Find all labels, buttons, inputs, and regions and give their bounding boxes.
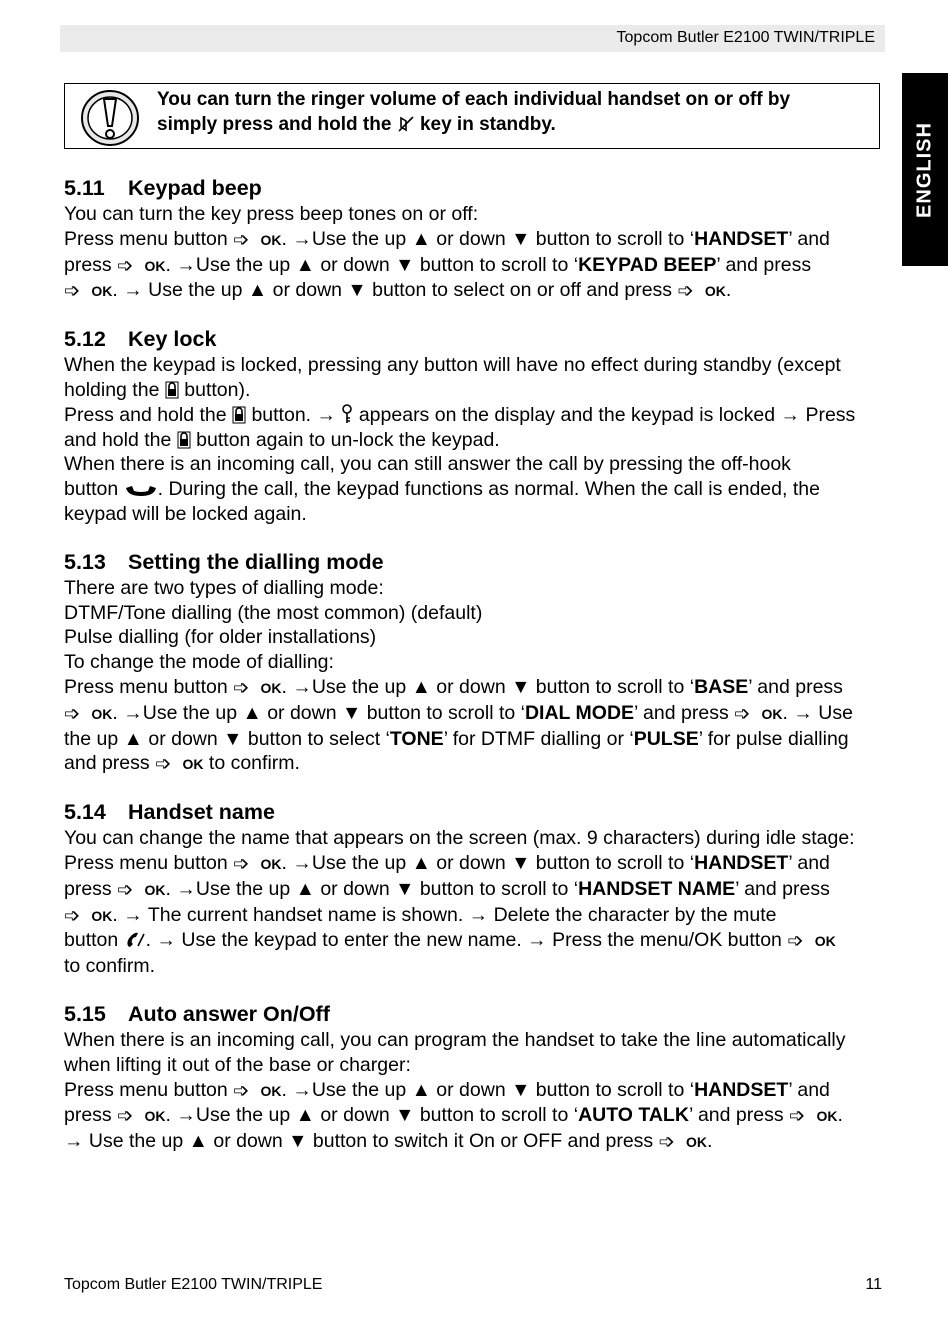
paragraph: DTMF/Tone dialling (the most common) (default) bbox=[64, 601, 483, 624]
menu-button-icon: ➩ bbox=[117, 878, 134, 901]
menu-button-icon: ➩ bbox=[658, 1131, 675, 1154]
page-number: 11 bbox=[865, 1276, 882, 1293]
note-line-2a: simply press and hold the bbox=[157, 114, 392, 135]
instruction-line: ➩ OK. →Use the up ▲ or down ▼ button to scroll to ‘DIAL MODE’ and press ➩ OK. → Use bbox=[64, 701, 853, 725]
paragraph: You can change the name that appears on the screen (max. 9 characters) during idle stage: bbox=[64, 827, 855, 850]
lock-key-icon bbox=[165, 381, 179, 399]
paragraph: keypad will be locked again. bbox=[64, 502, 307, 525]
paragraph: button . During the call, the keypad functions as normal. When the call is ended, the bbox=[64, 478, 820, 501]
exclamation-icon bbox=[79, 88, 141, 148]
paragraph: and hold the button again to un-lock the keypad. bbox=[64, 428, 500, 451]
section-key-lock bbox=[64, 325, 886, 527]
section-auto-answer bbox=[64, 1000, 886, 1155]
paragraph: Press and hold the button. → appears on the display and the keypad is locked → Press bbox=[64, 403, 856, 426]
section-heading: 5.14 Handset name bbox=[64, 800, 275, 825]
section-heading: 5.11 Keypad beep bbox=[64, 176, 262, 200]
instruction-line: button . → Use the keypad to enter the new name. → Press the menu/OK button ➩ OK bbox=[64, 929, 836, 953]
note-line-1: You can turn the ringer volume of each individual handset on or off by bbox=[157, 89, 791, 110]
lock-key-icon bbox=[177, 431, 191, 449]
paragraph: When there is an incoming call, you can still answer the call by pressing the off-hook bbox=[64, 453, 791, 476]
paragraph: To change the mode of dialling: bbox=[64, 651, 334, 674]
footer-product: Topcom Butler E2100 TWIN/TRIPLE bbox=[64, 1276, 323, 1293]
section-handset-name bbox=[64, 798, 886, 979]
lock-key-icon bbox=[232, 406, 246, 424]
page-content bbox=[64, 174, 886, 1176]
note-box bbox=[64, 83, 880, 149]
section-keypad-beep bbox=[64, 174, 886, 304]
instruction-line: press ➩ OK. →Use the up ▲ or down ▼ button to scroll to ‘HANDSET NAME’ and press bbox=[64, 877, 830, 901]
instruction-line: → Use the up ▲ or down ▼ button to switch it On or OFF and press ➩ OK. bbox=[64, 1130, 713, 1154]
paragraph: You can turn the key press beep tones on or off: bbox=[64, 203, 479, 225]
menu-button-icon: ➩ bbox=[155, 753, 172, 776]
paragraph: Pulse dialling (for older installations) bbox=[64, 626, 377, 649]
menu-button-icon: ➩ bbox=[233, 676, 250, 699]
language-tab-label: ENGLISH bbox=[913, 121, 936, 218]
menu-button-icon: ➩ bbox=[787, 930, 804, 953]
section-dialling-mode bbox=[64, 548, 886, 777]
menu-button-icon: ➩ bbox=[233, 852, 250, 875]
menu-button-icon: ➩ bbox=[117, 1105, 134, 1128]
ringer-off-icon bbox=[397, 115, 415, 133]
paragraph: holding the button). bbox=[64, 378, 251, 401]
off-hook-icon bbox=[124, 484, 158, 498]
instruction-line: to confirm. bbox=[64, 955, 156, 978]
mute-icon bbox=[124, 931, 146, 949]
section-heading: 5.12 Key lock bbox=[64, 327, 217, 352]
instruction-line: the up ▲ or down ▼ button to select ‘TONE’ for DTMF dialling or ‘PULSE’ for pulse dialling bbox=[64, 727, 849, 750]
menu-button-icon: ➩ bbox=[734, 702, 751, 725]
paragraph: There are two types of dialling mode: bbox=[64, 576, 384, 599]
menu-button-icon: ➩ bbox=[64, 702, 81, 725]
instruction-line: Press menu button ➩ OK. →Use the up ▲ or down ▼ button to scroll to ‘BASE’ and press bbox=[64, 675, 843, 699]
menu-button-icon: ➩ bbox=[117, 254, 134, 277]
instruction-line: and press ➩ OK to confirm. bbox=[64, 752, 300, 776]
menu-button-icon: ➩ bbox=[64, 904, 81, 927]
instruction-line: Press menu button ➩ OK. →Use the up ▲ or down ▼ button to scroll to ‘HANDSET’ and bbox=[64, 1078, 830, 1102]
menu-button-icon: ➩ bbox=[233, 228, 250, 251]
instruction-line: ➩ OK. → The current handset name is shown. → Delete the character by the mute bbox=[64, 903, 777, 927]
instruction-line: press ➩ OK. →Use the up ▲ or down ▼ button to scroll to ‘AUTO TALK’ and press ➩ OK. bbox=[64, 1104, 843, 1128]
menu-button-icon: ➩ bbox=[789, 1105, 806, 1128]
note-line-2b: key in standby. bbox=[419, 114, 556, 135]
instruction-line: Press menu button ➩ OK. →Use the up ▲ or down ▼ button to scroll to ‘HANDSET’ and bbox=[64, 851, 830, 875]
page-header bbox=[60, 25, 885, 52]
paragraph: When the keypad is locked, pressing any button will have no effect during standby (except bbox=[64, 354, 841, 377]
paragraph: When there is an incoming call, you can program the handset to take the line automatically bbox=[64, 1028, 846, 1051]
section-heading: 5.13 Setting the dialling mode bbox=[64, 549, 384, 574]
instruction-line: Press menu button ➩ OK. →Use the up ▲ or down ▼ button to scroll to ‘HANDSET’ and bbox=[64, 227, 830, 251]
section-heading: 5.15 Auto answer On/Off bbox=[64, 1001, 330, 1026]
menu-button-icon: ➩ bbox=[64, 280, 81, 303]
menu-button-icon: ➩ bbox=[233, 1079, 250, 1102]
menu-button-icon: ➩ bbox=[677, 280, 694, 303]
instruction-line: press ➩ OK. →Use the up ▲ or down ▼ button to scroll to ‘KEYPAD BEEP’ and press bbox=[64, 253, 812, 277]
paragraph: when lifting it out of the base or charger: bbox=[64, 1053, 411, 1076]
language-tab bbox=[902, 73, 948, 266]
instruction-line: ➩ OK. → Use the up ▲ or down ▼ button to select on or off and press ➩ OK. bbox=[64, 279, 732, 303]
header-title: Topcom Butler E2100 TWIN/TRIPLE bbox=[616, 29, 875, 46]
key-icon bbox=[341, 404, 353, 424]
